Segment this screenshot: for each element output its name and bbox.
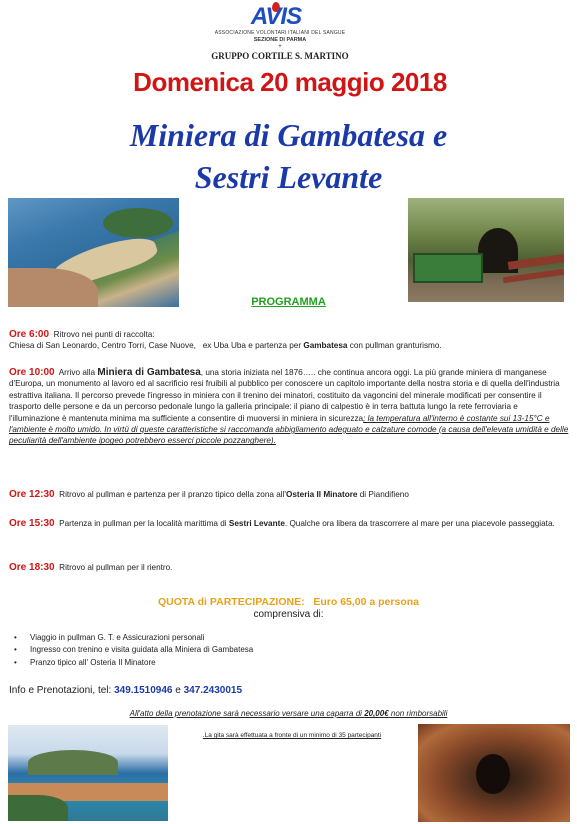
item-bold: Miniera di Gambatesa <box>97 367 201 378</box>
schedule-item-0600 <box>9 329 569 352</box>
minimum-participants-note: .La gita sarà effettuata a fronte di un minimo di 35 partecipanti <box>202 732 382 739</box>
avis-logo: AVIS <box>250 3 302 30</box>
info-label: Info e Prenotazioni, tel: <box>9 685 112 696</box>
item-text: Partenza in pullman per la località marittima di <box>59 519 227 528</box>
programma-heading: PROGRAMMA <box>251 296 326 308</box>
time-label: Ore 6:00 <box>9 329 50 340</box>
phone-number-1[interactable]: 349.1510946 <box>114 685 173 696</box>
association-name: ASSOCIAZIONE VOLONTARI ITALIANI DEL SANGUE <box>214 30 346 36</box>
quota-label: QUOTA di PARTECIPAZIONE: <box>157 596 305 608</box>
item-text: Chiesa di San Leonardo, Centro Torri, Case Nuove, <box>9 341 196 351</box>
included-list <box>30 632 350 669</box>
item-text: . Qualche ora libera da trascorrere al mare per una piacevole passeggiata. <box>284 519 555 528</box>
group-name: GRUPPO CORTILE S. MARTINO <box>211 51 349 61</box>
item-text: con pullman granturismo. <box>349 341 442 351</box>
quota-subtitle: comprensiva di: <box>253 609 324 620</box>
quota-heading <box>0 596 577 608</box>
time-label: Ore 10:00 <box>9 367 55 378</box>
plus-symbol: + <box>278 44 282 50</box>
contact-info <box>9 685 569 696</box>
schedule-item-1830 <box>9 562 569 573</box>
schedule-item-1530 <box>9 518 569 529</box>
item-text: , una storia iniziata nel 1876….. che continua ancora oggi. La più grande miniera di manganese d'Europa, un monumento al lavoro ed al sacrificio resi fruibili al pubblico per conoscere un capitolo importante della nostra storia e di quella dell'industria estrattiva italiana. Il percorso prevede l'ingresso in miniera con il trenino dei minatori, costituito da vagoncini del minerale modificati per consentire il trasporto delle persone e da un percorso pedonale lungo la galleria principale: il piano di calpestio è in terra battuta lungo la rete ferroviaria e l'illuminazione è mantenuta minima ma sufficiente a consentire di muoversi in miniera in sicurezza <box>9 368 560 423</box>
item-warning: ; la temperatura all'interno è costante sui 13-15°C e l'ambiente è molto umido. In virtù di queste caratteristiche si raccomanda abbigliamento adeguato e calzature comode (a causa dell'elevata umidità e delle peculiarità dell'ambiente ipogeo potrebbero esserci piccole pozzanghere). <box>9 413 569 446</box>
sestri-levante-aerial-photo <box>8 198 179 307</box>
schedule-item-1000 <box>9 367 569 447</box>
event-date: Domenica 20 maggio 2018 <box>133 67 447 97</box>
list-item: • Pranzo tipico all' Osteria Il Minatore <box>30 657 350 669</box>
list-item: • Ingresso con trenino e visita guidata alla Miniera di Gambatesa <box>30 644 350 656</box>
item-text: Arrivo alla <box>58 368 96 377</box>
deposit-suffix: non rimborsabili <box>390 709 448 718</box>
time-label: Ore 15:30 <box>9 518 55 529</box>
quota-price: Euro 65,00 a persona <box>313 596 419 608</box>
section-name: SEZIONE DI PARMA <box>253 37 307 43</box>
time-label: Ore 12:30 <box>9 489 55 500</box>
deposit-amount: 20,00€ <box>364 709 389 718</box>
info-and: e <box>175 685 181 696</box>
phone-number-2[interactable]: 347.2430015 <box>183 685 243 696</box>
item-text: ex Uba Uba e partenza per <box>202 341 302 351</box>
item-bold: Osteria Il Minatore <box>286 490 358 499</box>
deposit-note <box>0 709 577 718</box>
list-item: • Viaggio in pullman G. T. e Assicurazioni personali <box>30 632 350 644</box>
mine-tunnel-photo <box>418 724 570 822</box>
sestri-levante-bay-photo <box>8 725 168 821</box>
title-line-2: Sestri Levante <box>194 159 383 195</box>
item-bold: Sestri Levante <box>228 519 285 528</box>
time-label: Ore 18:30 <box>9 562 55 573</box>
item-text: Ritrovo al pullman per il rientro. <box>59 563 173 572</box>
mine-train-photo <box>408 198 564 302</box>
item-text: Ritrovo al pullman e partenza per il pranzo tipico della zona all' <box>59 490 286 499</box>
item-bold: Gambatesa <box>303 341 348 351</box>
title-line-1: Miniera di Gambatesa e <box>129 117 448 153</box>
item-text: Ritrovo nei punti di raccolta: <box>53 330 155 339</box>
schedule-item-1230 <box>9 489 569 500</box>
item-text: di Piandifieno <box>359 490 409 499</box>
deposit-text: All'atto della prenotazione sarà necessario versare una caparra di <box>129 709 362 718</box>
